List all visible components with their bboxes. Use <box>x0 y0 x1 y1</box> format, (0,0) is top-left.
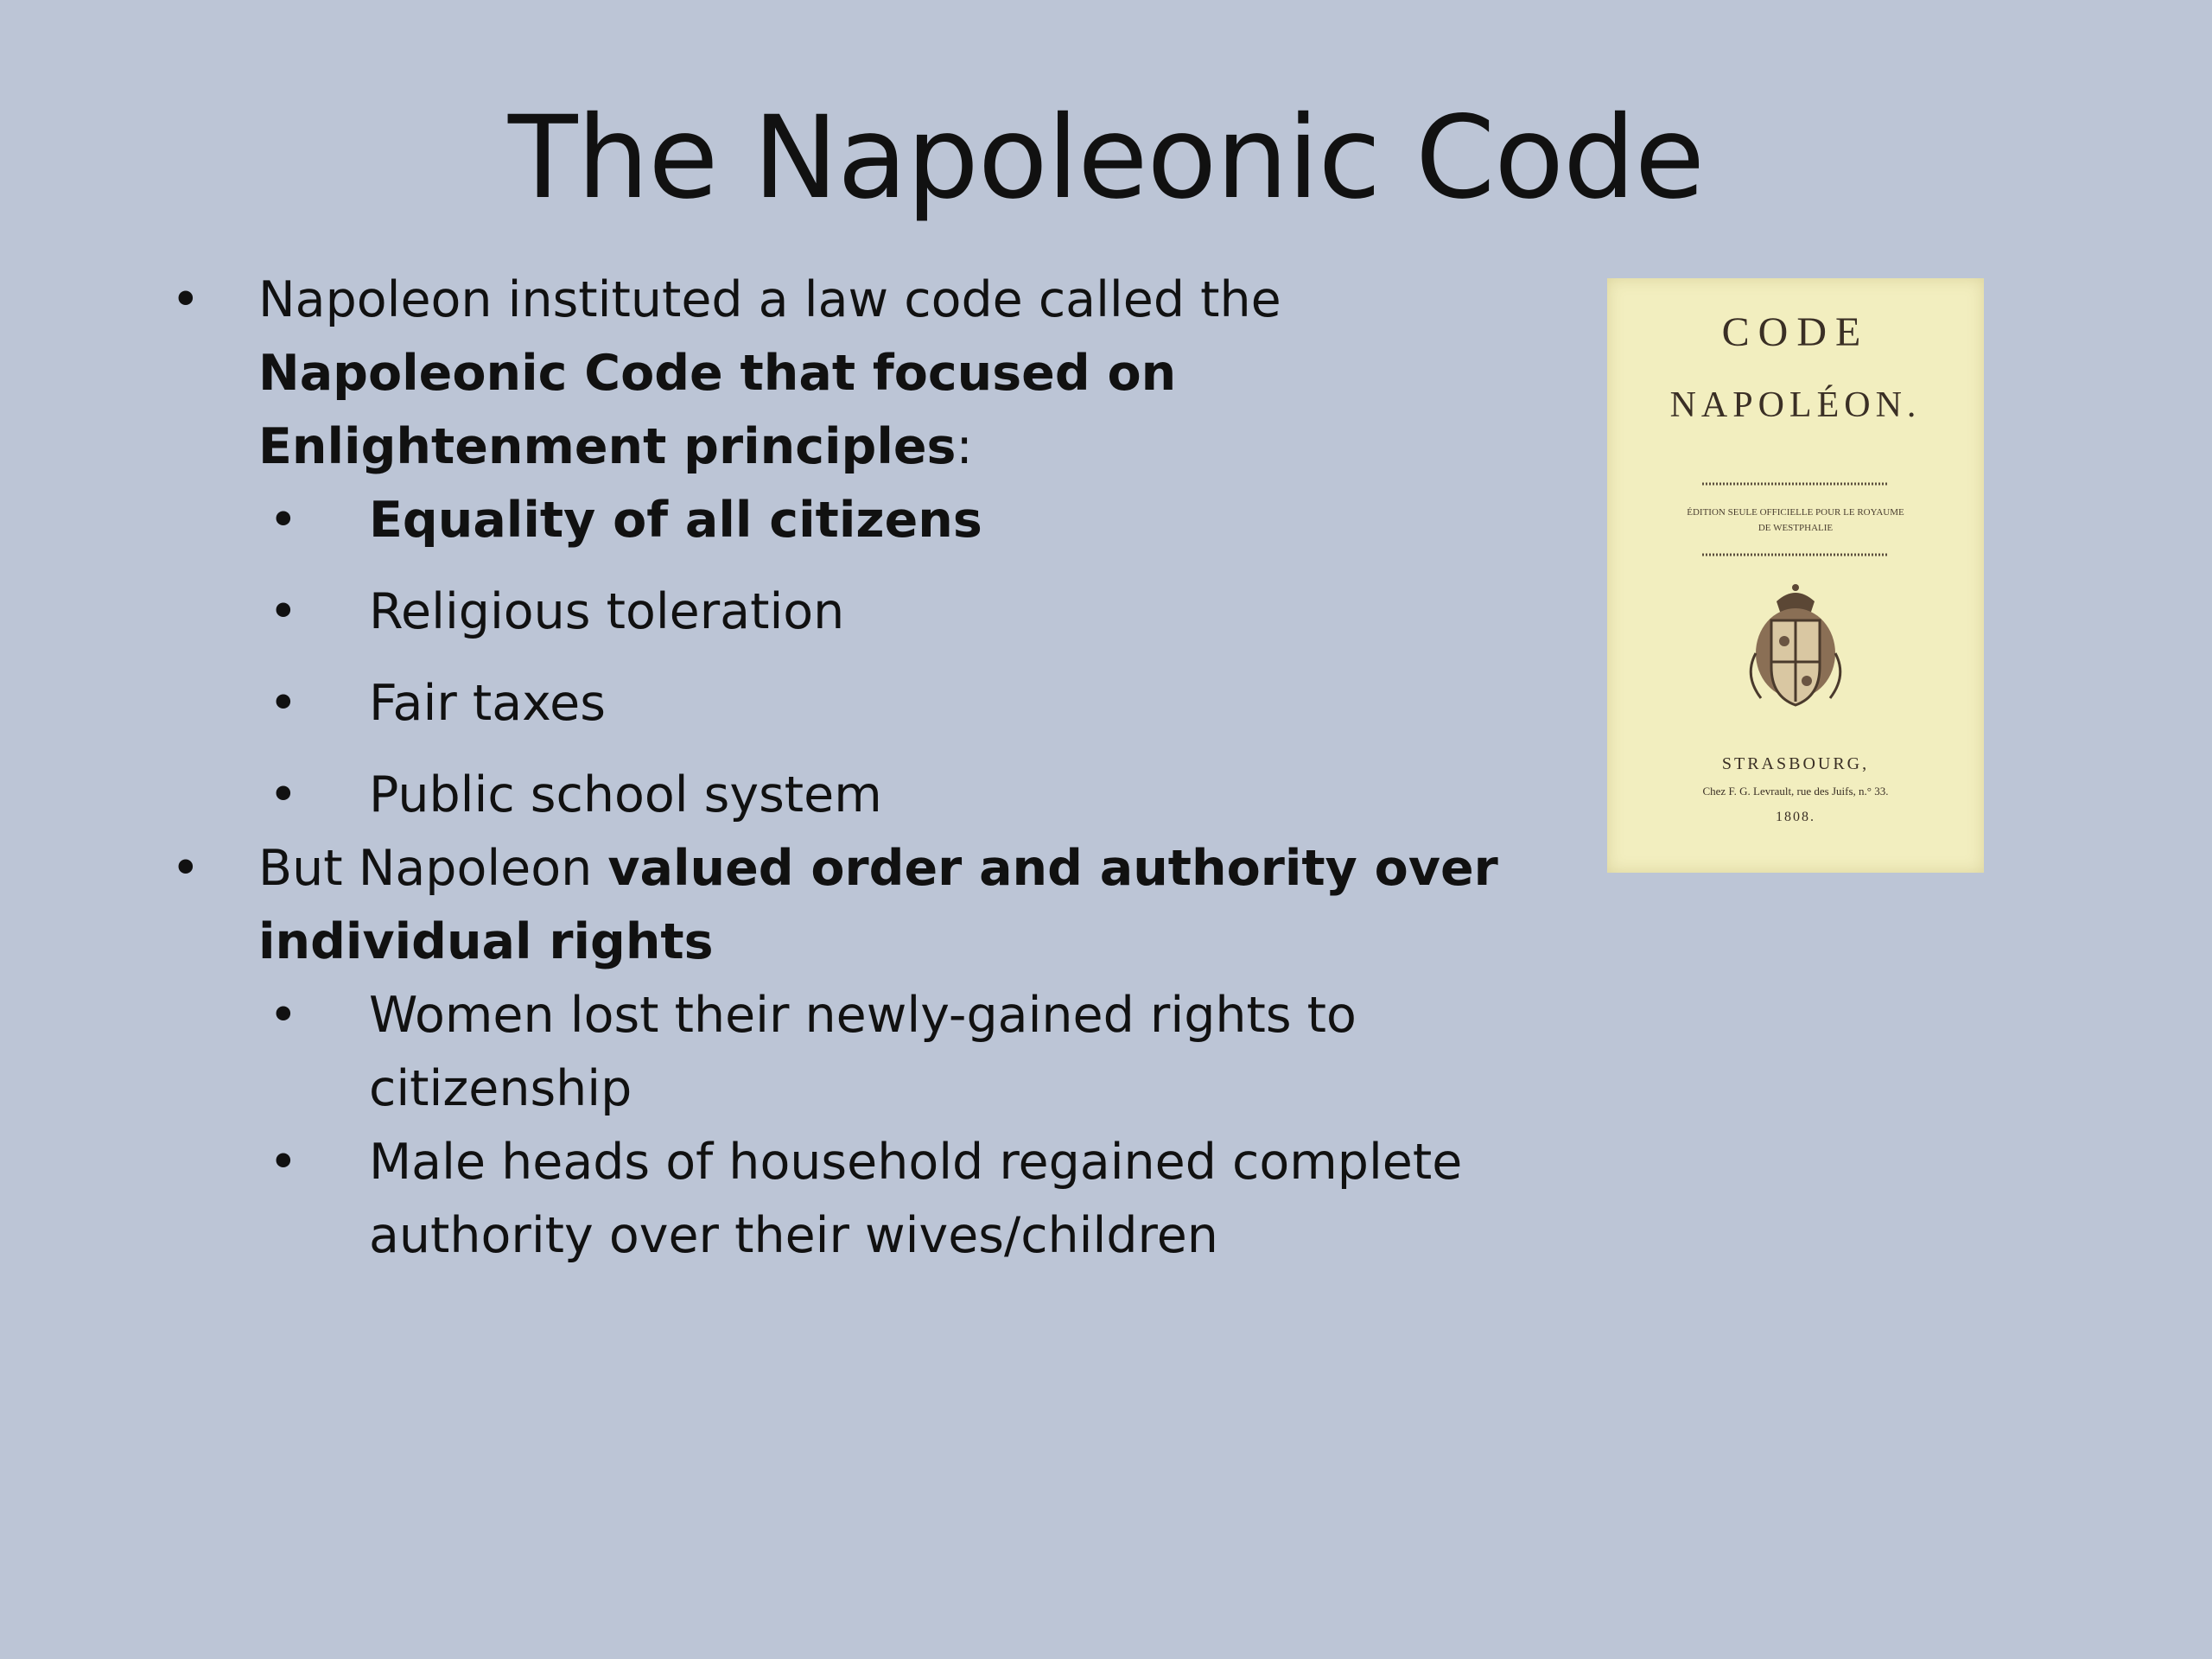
code-napoleon-title-page-image <box>1607 278 1984 873</box>
title-page-city: STRASBOURG, <box>1721 754 1870 773</box>
shield-charge <box>1779 636 1789 646</box>
slide-body <box>161 264 1543 1273</box>
title-page-illustration <box>1607 278 1984 873</box>
title-page-code: CODE <box>1721 309 1870 355</box>
sub-bullet-item <box>258 667 1543 741</box>
bullet-item-1 <box>161 264 1543 832</box>
title-page-edition-line-1: ÉDITION SEULE OFFICIELLE POUR LE ROYAUME <box>1687 507 1904 518</box>
title-page-year: 1808. <box>1776 810 1815 824</box>
bullet-2-text: But Napoleon <box>258 840 608 897</box>
sub-bullet-item <box>258 1126 1543 1273</box>
bullet-1-text: Napoleon instituted a law code called the <box>258 271 1281 328</box>
sub-bullet-item <box>258 575 1543 649</box>
bullet-item-2 <box>161 832 1543 1273</box>
coat-of-arms-emblem <box>1751 584 1840 705</box>
title-page-edition-line-2: DE WESTPHALIE <box>1758 523 1834 533</box>
sub-bullet-text: Equality of all citizens <box>369 492 982 549</box>
sub-bullet-text: Public school system <box>369 766 882 823</box>
sub-bullet-text: Religious toleration <box>369 583 845 640</box>
bullet-1-suffix: : <box>956 418 973 475</box>
sub-bullet-text: Fair taxes <box>369 675 606 732</box>
sub-bullet-text: Male heads of household regained complete authority over their wives/children <box>369 1134 1463 1264</box>
title-page-napoleon: NAPOLÉON. <box>1669 385 1922 425</box>
sub-bullet-list-2 <box>258 979 1543 1273</box>
crown-orb <box>1792 584 1799 591</box>
bullet-2-bold: valued order and authority over individual rights <box>258 840 1498 970</box>
bullet-1-bold: Napoleonic Code that focused on Enlightenment principles <box>258 345 1177 475</box>
sub-bullet-item <box>258 759 1543 832</box>
sub-bullet-item <box>258 484 1543 557</box>
title-page-publisher: Chez F. G. Levrault, rue des Juifs, n.° 33. <box>1702 785 1889 798</box>
sub-bullet-text: Women lost their newly-gained rights to citizenship <box>369 987 1357 1117</box>
sub-bullet-item <box>258 979 1543 1126</box>
bullet-list <box>161 264 1543 1273</box>
shield-charge <box>1802 676 1812 686</box>
sub-bullet-list-1 <box>258 484 1543 832</box>
slide-title: The Napoleonic Code <box>507 92 1705 225</box>
